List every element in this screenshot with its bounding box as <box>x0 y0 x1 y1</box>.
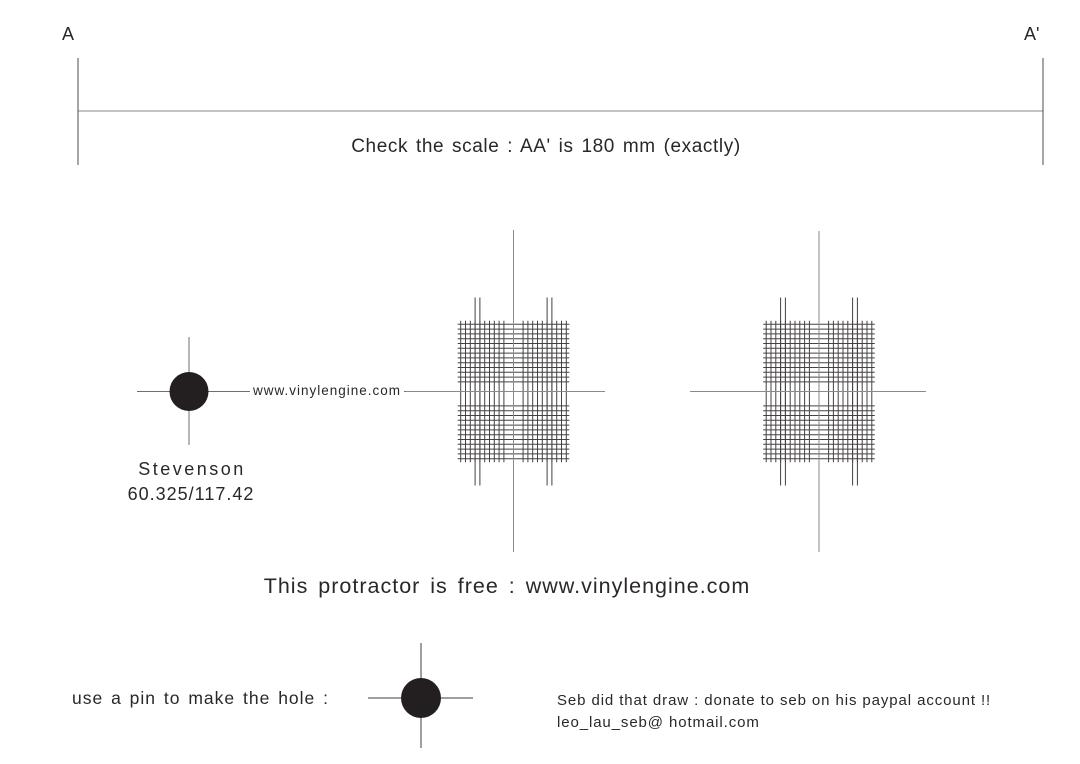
scale-endpoint-label-a-prime: A' <box>1024 24 1040 44</box>
alignment-grid-left <box>406 230 605 552</box>
free-protractor-caption: This protractor is free : www.vinylengine.com <box>263 574 751 598</box>
credits-donate-line: Seb did that draw : donate to seb on his paypal account !! <box>557 692 992 709</box>
null-points-label: 60.325/117.42 <box>127 484 255 504</box>
alignment-method-label: Stevenson <box>138 459 246 479</box>
pin-marker <box>368 643 473 748</box>
alignment-grid-right <box>690 231 926 552</box>
credits-email-line: leo_lau_seb@ hotmail.com <box>557 714 760 731</box>
vinylengine-url-label: www.vinylengine.com <box>250 383 404 398</box>
scale-check-caption: Check the scale : AA' is 180 mm (exactly) <box>351 136 741 157</box>
credits-block <box>557 690 991 734</box>
pin-instruction-label: use a pin to make the hole : <box>72 688 329 708</box>
scale-endpoint-label-a: A <box>62 24 75 44</box>
